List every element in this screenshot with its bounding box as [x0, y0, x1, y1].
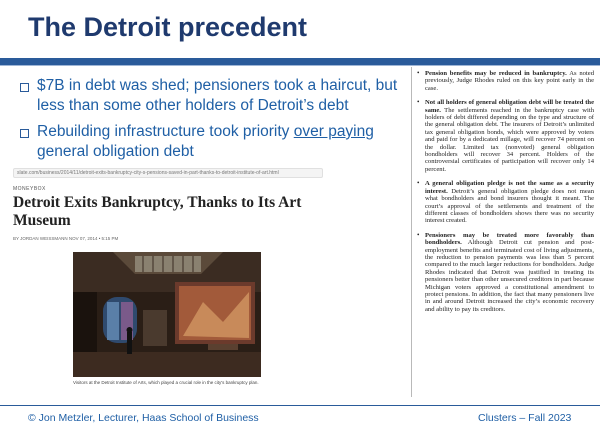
- excerpt-item-heading: Pension benefits may be reduced in bankruptcy.: [425, 70, 567, 77]
- title-rule-thin: [0, 65, 600, 66]
- excerpt-item-body: Although Detroit cut pension and post-employment benefits and terminated cost of living adjustments, the reduction to pension payments was less than 5 percent compared to the much larger reductions for bondholders. Judge Rhodes indicated that Detroit was justified in treating its pensioners better than other unsecured creditors in part because Michigan voters approved a constitutional amendment to protect pensions. In addition, the fact that many pensioners live in and around Detroit increased the city’s economic recovery and ability to pay its creditors.: [425, 239, 594, 313]
- excerpt-item-heading: Pensioners may be treated more favorably than bondholders.: [425, 231, 594, 247]
- footer-credit: © Jon Metzler, Lecturer, Haas School of Business: [28, 412, 259, 424]
- museum-photo: [73, 252, 261, 377]
- bullet-text: $7B in debt was shed; pensioners took a haircut, but less than some other holders of Detroit’s debt: [37, 77, 398, 114]
- bullet-list: [20, 76, 410, 168]
- excerpt-item: [425, 232, 594, 313]
- footer-course: Clusters – Fall 2023: [478, 412, 572, 424]
- square-bullet-icon: [20, 129, 29, 138]
- excerpt-item-body: As noted previously, Judge Rhodes ruled on this key point early in the case.: [425, 70, 594, 92]
- article-url-bar: slate.com/business/2014/11/detroit-exits-bankruptcy-city-s-pensions-saved-in-part-thanks-to-detroit-institute-of-art.html: [13, 168, 323, 178]
- article-headline: Detroit Exits Bankruptcy, Thanks to Its Art Museum: [13, 194, 302, 229]
- title-rule: [0, 58, 600, 65]
- excerpt-list: [412, 67, 594, 313]
- article-screenshot: [13, 168, 323, 398]
- excerpt-item: [425, 180, 594, 224]
- square-bullet-icon: [20, 83, 29, 92]
- report-excerpt: [411, 67, 594, 397]
- excerpt-item-heading: A general obligation pledge is not the same as a security interest.: [425, 180, 594, 195]
- bullet-item: [20, 122, 410, 162]
- bullet-text-end: general obligation debt: [37, 143, 194, 160]
- photo-caption: Visitors at the Detroit Institute of Arts, which played a crucial role in the city's bankruptcy plan.: [73, 380, 259, 385]
- excerpt-item: [425, 70, 594, 92]
- excerpt-item-body: Detroit’s general obligation pledge does not mean what bondholders and bond insurers thought it meant. The court’s approval of the settlements and treatment of the different classes of bondholders shows there was no security interest created.: [425, 187, 594, 225]
- slide-title: The Detroit precedent: [28, 12, 308, 42]
- bullet-text-start: Rebuilding infrastructure took priority: [37, 123, 294, 140]
- excerpt-item: [425, 99, 594, 173]
- bullet-item: [20, 76, 410, 116]
- bullet-text: [37, 122, 410, 162]
- article-byline: BY JORDAN WEISSMANN NOV 07, 2014 • 5:15 PM: [13, 236, 119, 241]
- excerpt-item-heading: Not all holders of general obligation debt will be treated the same.: [425, 99, 594, 114]
- footer-rule: [0, 405, 600, 406]
- excerpt-item-body: The settlements reached in the bankruptcy case with holders of debt differed depending on the type and structure of the general obligation debt. The insurers of Detroit’s unlimited tax general obligation bonds, which were approved by voters and paid for by a dedicated millage, will recover 74 percent on the dollar. Limited tax (nonvoted) general obligation bondholders will recover 34 percent. Holders of the controversial certificates of participation will recover only 14 percent.: [425, 106, 594, 173]
- article-kicker: MONEYBOX: [13, 186, 46, 192]
- bullet-text-underlined: over paying: [293, 123, 374, 140]
